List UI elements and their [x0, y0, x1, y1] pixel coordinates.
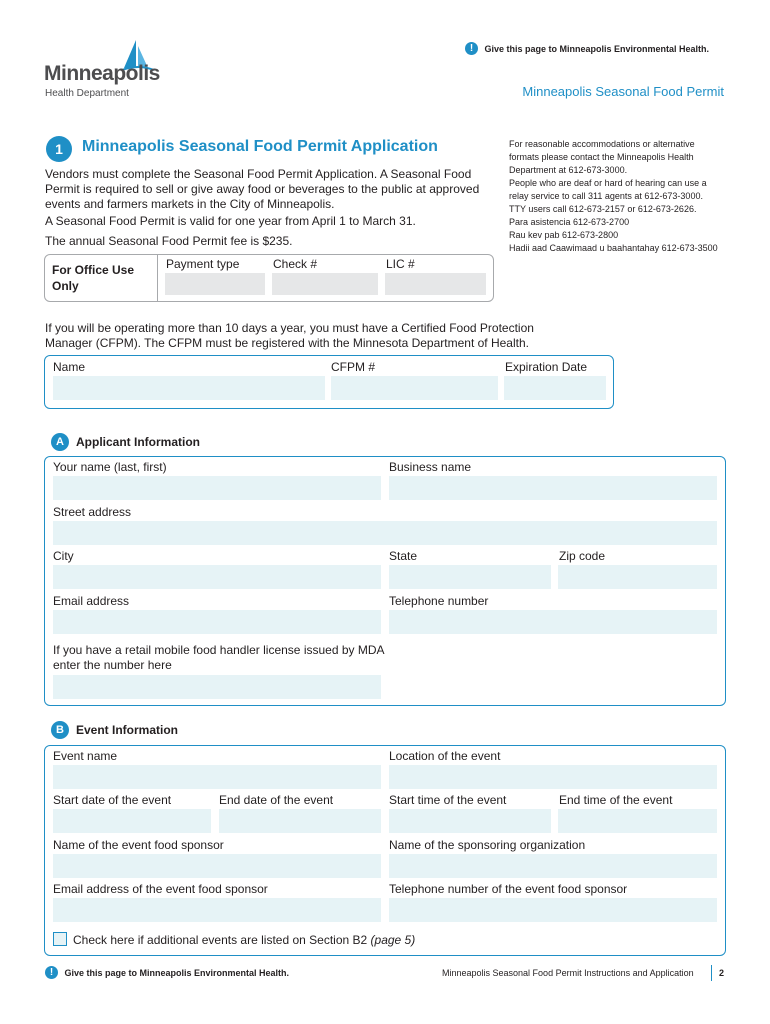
sponsor-label: Name of the event food sponsor [53, 838, 224, 852]
section-a-badge: A [51, 433, 69, 451]
section-b-title: Event Information [76, 723, 179, 737]
cfpm-name-field[interactable] [53, 376, 325, 400]
footer-divider [711, 965, 712, 981]
payment-type-field[interactable] [165, 273, 265, 295]
expiration-field[interactable] [504, 376, 606, 400]
alert-icon: ! [465, 42, 478, 55]
lic-number-label: LIC # [386, 257, 415, 271]
expiration-label: Expiration Date [505, 360, 588, 374]
end-date-label: End date of the event [219, 793, 334, 807]
logo-sub: Health Department [45, 88, 129, 99]
sponsoring-org-label: Name of the sponsoring organization [389, 838, 586, 852]
contact-info: For reasonable accommodations or alternative formats please contact the Minneapolis Health Department at 612-673-3000. People who are deaf or hard of hearing can use a relay service to call 311 agents at 612-673-3000. TTY users call 612-673-2157 or 612-673-2626. Para asistencia 612-673-2700 Rau kev pab 612-673-2800 Hadii aad Caawimaad u baahantahay 612-673-3500 [509, 139, 718, 253]
additional-events-checkbox[interactable] [53, 932, 67, 946]
city-field[interactable] [53, 565, 381, 589]
email-label: Email address [53, 594, 130, 608]
end-time-field[interactable] [558, 809, 717, 833]
sponsor-field[interactable] [53, 854, 381, 878]
end-time-label: End time of the event [559, 793, 673, 807]
footer-doc-title: Minneapolis Seasonal Food Permit Instructions and Application [442, 968, 694, 978]
cfpm-number-field[interactable] [331, 376, 498, 400]
street-address-field[interactable] [53, 521, 717, 545]
check-number-field[interactable] [272, 273, 378, 295]
alert-icon: ! [45, 966, 58, 979]
zip-label: Zip code [559, 549, 606, 563]
intro-text: Vendors must complete the Seasonal Food Permit Application. A Seasonal Food Permit is required to sell or give away food or beverages to the public at approved events and farmers markets in the City of Minneapolis. [45, 167, 480, 211]
footer-notice: ! Give this page to Minneapolis Environmental Health. [45, 966, 289, 979]
sponsor-email-label: Email address of the event food sponsor [53, 882, 268, 896]
start-time-field[interactable] [389, 809, 551, 833]
end-date-field[interactable] [219, 809, 381, 833]
start-date-field[interactable] [53, 809, 211, 833]
logo-name: Minneapolis [44, 62, 160, 85]
sponsor-phone-field[interactable] [389, 898, 717, 922]
event-name-label: Event name [53, 749, 118, 763]
section-number-badge: 1 [46, 136, 72, 162]
email-field[interactable] [53, 610, 381, 634]
office-use-label: For Office Use Only [52, 263, 135, 293]
start-time-label: Start time of the event [389, 793, 507, 807]
logo [44, 38, 160, 100]
city-label: City [53, 549, 74, 563]
event-name-field[interactable] [53, 765, 381, 789]
section-a-title: Applicant Information [76, 435, 200, 449]
telephone-label: Telephone number [389, 594, 489, 608]
business-name-label: Business name [389, 460, 472, 474]
mda-label: If you have a retail mobile food handler license issued by MDA enter the number here [53, 643, 385, 672]
sponsor-email-field[interactable] [53, 898, 381, 922]
cfpm-text: If you will be operating more than 10 days a year, you must have a Certified Food Protection Manager (CFPM). The CFPM must be registered with the Minnesota Department of Health. [45, 321, 534, 350]
state-label: State [389, 549, 418, 563]
mda-license-field[interactable] [53, 675, 381, 699]
application-title: Minneapolis Seasonal Food Permit Application [82, 138, 438, 155]
event-location-label: Location of the event [389, 749, 501, 763]
validity-text: A Seasonal Food Permit is valid for one year from April 1 to March 31. [45, 214, 416, 228]
start-date-label: Start date of the event [53, 793, 172, 807]
sponsoring-org-field[interactable] [389, 854, 717, 878]
your-name-label: Your name (last, first) [53, 460, 167, 474]
permit-title: Minneapolis Seasonal Food Permit [522, 84, 724, 99]
state-field[interactable] [389, 565, 551, 589]
business-name-field[interactable] [389, 476, 717, 500]
cfpm-number-label: CFPM # [331, 360, 376, 374]
street-address-label: Street address [53, 505, 132, 519]
page-number: 2 [719, 968, 725, 978]
header-notice: ! Give this page to Minneapolis Environmental Health. [465, 42, 709, 55]
event-location-field[interactable] [389, 765, 717, 789]
fee-text: The annual Seasonal Food Permit fee is $235. [45, 234, 293, 248]
your-name-field[interactable] [53, 476, 381, 500]
payment-type-label: Payment type [166, 257, 240, 271]
cfpm-name-label: Name [53, 360, 86, 374]
sponsor-phone-label: Telephone number of the event food sponsor [389, 882, 628, 896]
lic-number-field[interactable] [385, 273, 486, 295]
office-use-divider [157, 255, 158, 301]
check-number-label: Check # [273, 257, 318, 271]
zip-field[interactable] [558, 565, 717, 589]
section-b-badge: B [51, 721, 69, 739]
additional-events-label: Check here if additional events are listed on Section B2 (page 5) [73, 933, 416, 947]
telephone-field[interactable] [389, 610, 717, 634]
